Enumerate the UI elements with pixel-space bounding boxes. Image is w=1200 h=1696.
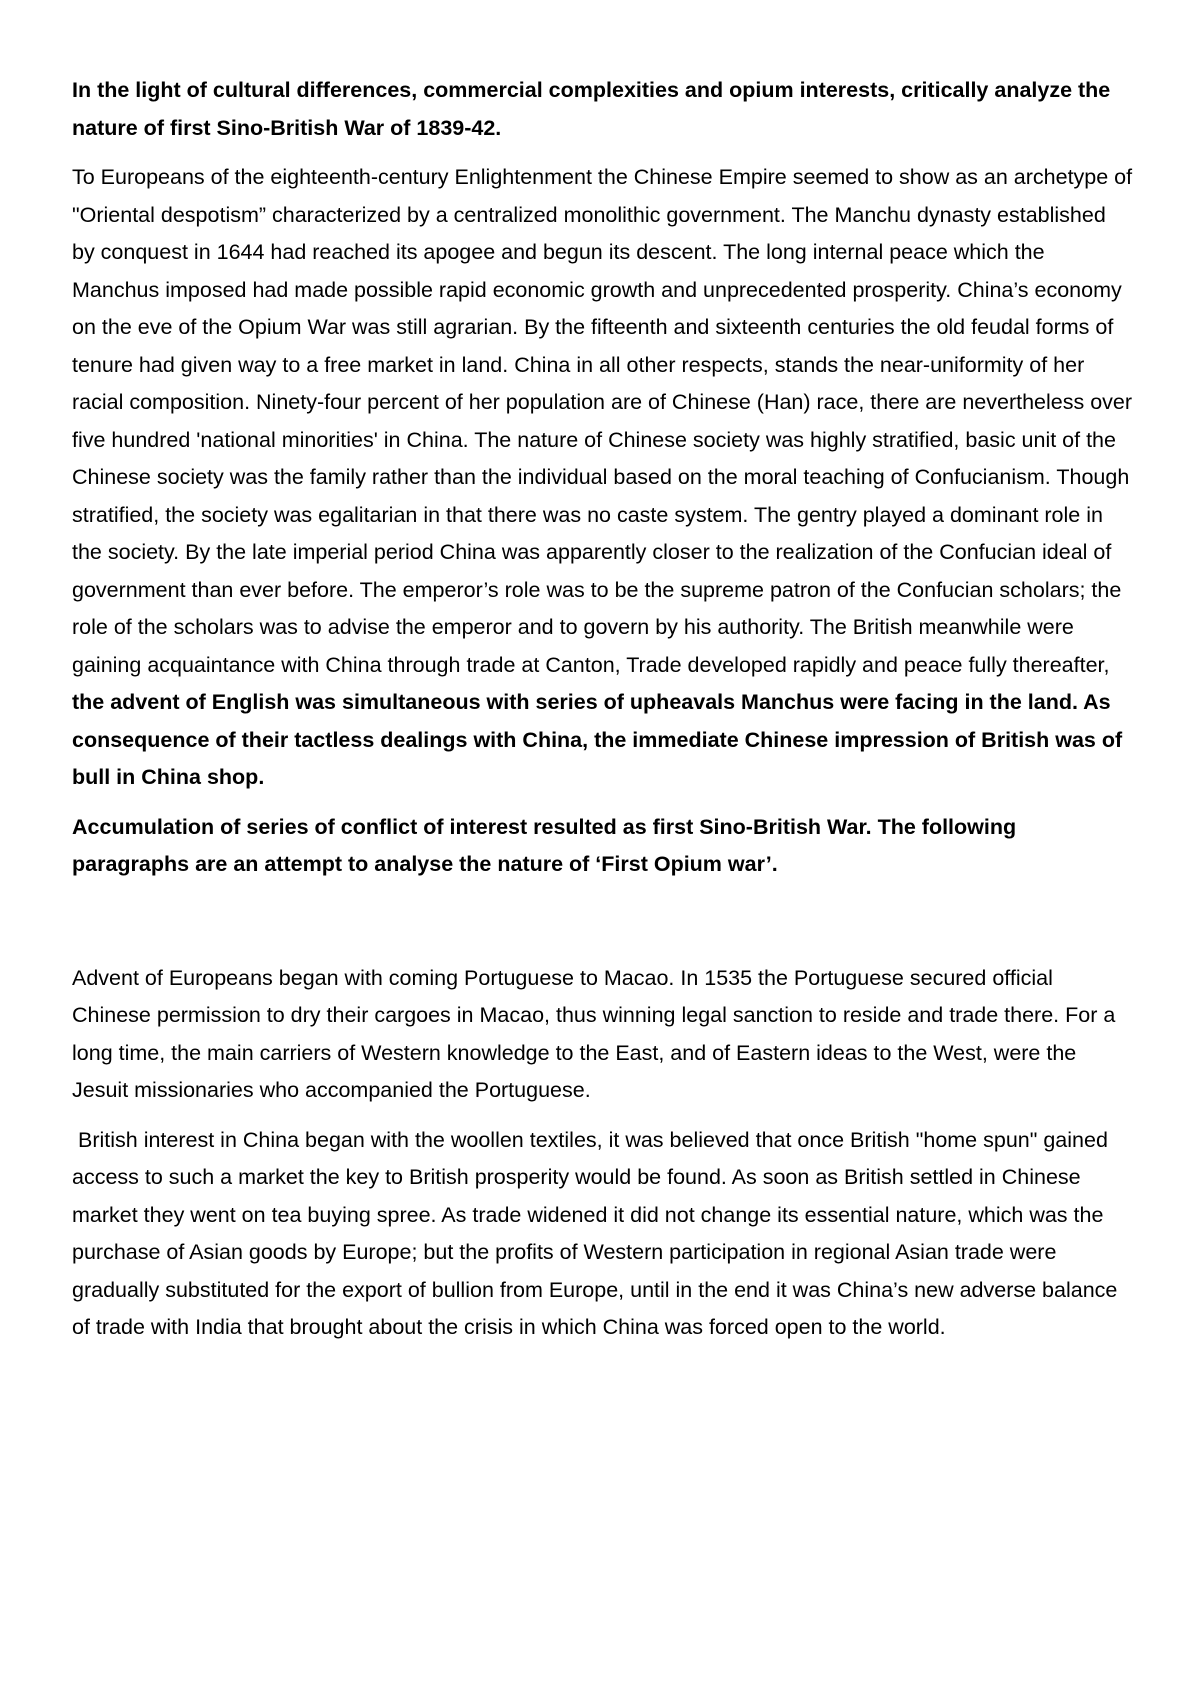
paragraph-enlightenment-bold-text: the advent of English was simultaneous with series of upheavals Manchus were facing in the land. As consequence of their tactless dealings with China, the immediate Chinese impression of British was of bull in China shop. (72, 690, 1123, 789)
paragraph-conflict-summary: Accumulation of series of conflict of interest resulted as first Sino-British War. The following paragraphs are an attempt to analyse the nature of ‘First Opium war’. (72, 814, 1017, 876)
document-page (72, 72, 1134, 1347)
paragraph-portuguese: Advent of Europeans began with coming Portuguese to Macao. In 1535 the Portuguese secured official Chinese permission to dry their cargoes in Macao, thus winning legal sanction to reside and trade there. For a long time, the main carriers of Western knowledge to the East, and of Eastern ideas to the West, were the Jesuit missionaries who accompanied the Portuguese. (72, 965, 1116, 1102)
paragraph-enlightenment (72, 159, 1134, 797)
paragraph-british-interest: British interest in China began with the woollen textiles, it was believed that once British "home spun" gained access to such a market the key to British prosperity would be found. As soon as British settled in Chinese market they went on tea buying spree. As trade widened it did not change its essential nature, which was the purchase of Asian goods by Europe; but the profits of Western participation in regional Asian trade were gradually substituted for the export of bullion from Europe, until in the end it was China’s new adverse balance of trade with India that brought about the crisis in which China was forced open to the world. (72, 1127, 1124, 1339)
paragraph-enlightenment-text: To Europeans of the eighteenth-century Enlightenment the Chinese Empire seemed to show as an archetype of "Oriental despotism” characterized by a centralized monolithic government. The Manchu dynasty established by conquest in 1644 had reached its apogee and begun its descent. The long internal peace which the Manchus imposed had made possible rapid economic growth and unprecedented prosperity. China’s economy on the eve of the Opium War was still agrarian. By the fifteenth and sixteenth centuries the old feudal forms of tenure had given way to a free market in land. China in all other respects, stands the near-uniformity of her racial composition. Ninety-four percent of her population are of Chinese (Han) race, there are nevertheless over five hundred 'national minorities' in China. The nature of Chinese society was highly stratified, basic unit of the Chinese society was the family rather than the individual based on the moral teaching of Confucianism. Though stratified, the society was egalitarian in that there was no caste system. The gentry played a dominant role in the society. By the late imperial period China was apparently closer to the realization of the Confucian ideal of government than ever before. The emperor’s role was to be the supreme patron of the Confucian scholars; the role of the scholars was to advise the emperor and to govern by his authority. The British meanwhile were gaining acquaintance with China through trade at Canton, Trade developed rapidly and peace fully thereafter, (72, 165, 1133, 677)
document-heading: In the light of cultural differences, commercial complexities and opium interests, critically analyze the nature of first Sino-British War of 1839-42. (72, 78, 1111, 140)
paragraph-spacer (72, 884, 1134, 960)
